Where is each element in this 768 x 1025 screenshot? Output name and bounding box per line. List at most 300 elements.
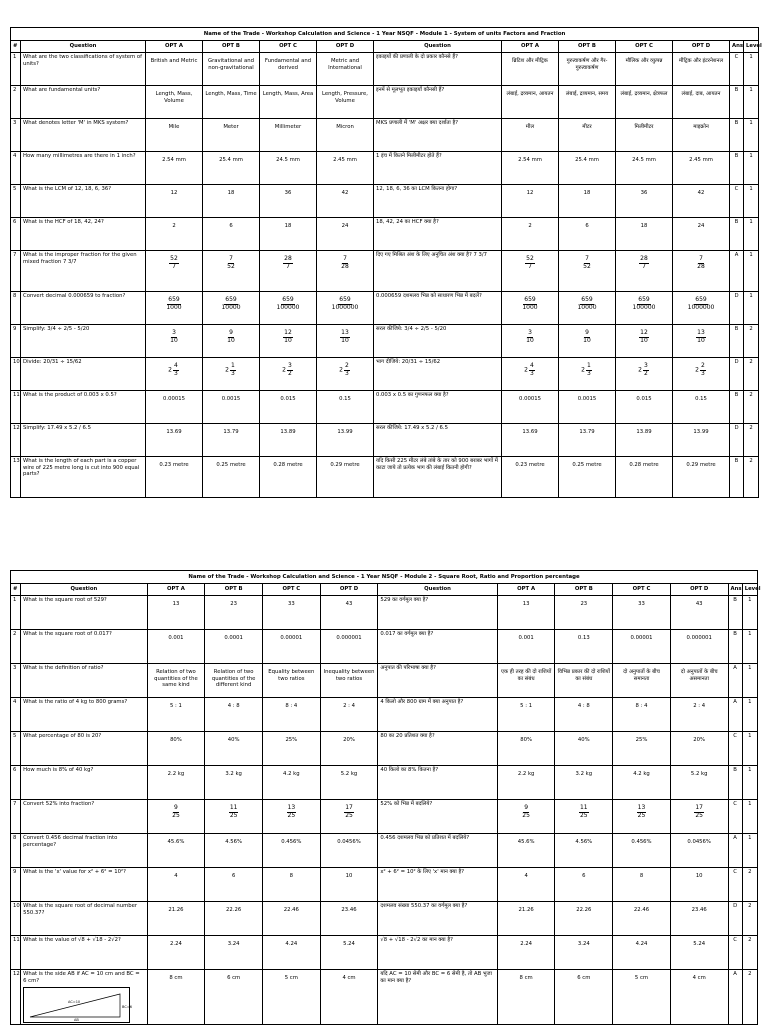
option-b-hindi: 4.56% <box>555 834 613 868</box>
option-a: 2.24 <box>147 936 205 970</box>
question-number: 5 <box>11 185 21 218</box>
question-number: 4 <box>11 152 21 185</box>
option-b: Length, Mass, Time <box>203 86 260 119</box>
option-d-hindi: 43 <box>670 596 728 630</box>
option-a: 4 <box>147 868 205 902</box>
option-c: 0.28 metre <box>260 457 317 498</box>
option-d-hindi: 24 <box>673 218 730 251</box>
question-row <box>11 325 759 358</box>
level: 2 <box>742 970 757 1025</box>
answer: A <box>728 834 742 868</box>
column-header: OPT A <box>146 41 203 53</box>
option-a: 2.54 mm <box>146 152 203 185</box>
option-c: Equality between two ratios <box>262 664 320 698</box>
option-b-hindi: 18 <box>559 185 616 218</box>
answer: A <box>728 970 742 1025</box>
question-row <box>11 53 759 86</box>
question-text-hindi: दशमलव संख्या 550.37 का वर्गमूल क्या है? <box>378 902 497 936</box>
question-text-hindi: सरल कीजिये: 3/4 ÷ 2/5 - 5/20 <box>374 325 502 358</box>
option-d: Inequality between two ratios <box>320 664 378 698</box>
answer: B <box>730 457 744 498</box>
answer: B <box>730 119 744 152</box>
level: 2 <box>742 936 757 970</box>
option-a: $\frac{3}{10}$ <box>146 325 203 358</box>
question-text: What is the 'x' value for x² + 6² = 10²? <box>21 868 148 902</box>
option-d: 23.46 <box>320 902 378 936</box>
question-number: 10 <box>11 902 21 936</box>
option-c: 8 <box>262 868 320 902</box>
question-row <box>11 766 758 800</box>
column-header: OPT C <box>262 584 320 596</box>
question-number: 13 <box>11 457 21 498</box>
question-text: What is the square root of 0.017? <box>21 630 148 664</box>
option-d: $\frac{17}{25}$ <box>320 800 378 834</box>
question-number: 8 <box>11 292 21 325</box>
level: 1 <box>742 732 757 766</box>
module-1-sheet <box>10 27 762 498</box>
option-c-hindi: 8 <box>613 868 671 902</box>
option-c-hindi: $\frac{13}{25}$ <box>613 800 671 834</box>
option-c-hindi: 33 <box>613 596 671 630</box>
column-header: Level <box>744 41 759 53</box>
answer: B <box>728 596 742 630</box>
option-c-hindi: 5 cm <box>613 970 671 1025</box>
question-text: What is the product of 0.003 x 0.5? <box>21 391 146 424</box>
option-b: 18 <box>203 185 260 218</box>
option-d: Length, Pressure, Volume <box>317 86 374 119</box>
answer: D <box>730 292 744 325</box>
option-a: 0.00015 <box>146 391 203 424</box>
option-b: 4 : 8 <box>205 698 263 732</box>
level: 2 <box>742 868 757 902</box>
option-a: 80% <box>147 732 205 766</box>
question-text-hindi: यदि AC = 10 सेमी और BC = 6 सेमी है, तो AB भुजा का मान क्या है? <box>378 970 497 1025</box>
option-b: 22.26 <box>205 902 263 936</box>
header-row <box>11 584 758 596</box>
option-d-hindi: 10 <box>670 868 728 902</box>
question-text-hindi: 4 किलो और 800 ग्राम में क्या अनुपात है? <box>378 698 497 732</box>
option-b: Gravitational and non-gravitational <box>203 53 260 86</box>
question-row <box>11 834 758 868</box>
option-c-hindi: 24.5 mm <box>616 152 673 185</box>
level: 1 <box>742 800 757 834</box>
option-d-hindi: $\frac{17}{25}$ <box>670 800 728 834</box>
question-row <box>11 970 758 1025</box>
option-d-hindi: $\frac{659}{1000000}$ <box>673 292 730 325</box>
option-d-hindi: 5.2 kg <box>670 766 728 800</box>
option-b: 0.0001 <box>205 630 263 664</box>
option-a-hindi: 0.00015 <box>502 391 559 424</box>
option-b: 6 cm <box>205 970 263 1025</box>
option-a: 21.26 <box>147 902 205 936</box>
option-c-hindi: 0.28 metre <box>616 457 673 498</box>
option-d-hindi: 0.000001 <box>670 630 728 664</box>
question-row <box>11 800 758 834</box>
question-number: 6 <box>11 218 21 251</box>
option-c: 8 : 4 <box>262 698 320 732</box>
option-d-hindi: 0.0456% <box>670 834 728 868</box>
option-c-hindi: 25% <box>613 732 671 766</box>
triangle-shape <box>30 994 120 1017</box>
option-b-hindi: 3.24 <box>555 936 613 970</box>
answer: B <box>728 630 742 664</box>
level: 1 <box>744 119 759 152</box>
column-header: OPT C <box>616 41 673 53</box>
level: 1 <box>744 53 759 86</box>
option-b: 13.79 <box>203 424 260 457</box>
question-number: 12 <box>11 970 21 1025</box>
option-a: British and Metric <box>146 53 203 86</box>
question-text-hindi: 0.017 का वर्गमूल क्या है? <box>378 630 497 664</box>
level: 2 <box>742 902 757 936</box>
option-b-hindi: 6 <box>555 868 613 902</box>
option-b: 23 <box>205 596 263 630</box>
level: 1 <box>742 834 757 868</box>
question-text: Simplify: 3/4 ÷ 2/5 - 5/20 <box>21 325 146 358</box>
question-text-hindi: 1 इंच में कितने मिलीमीटर होते हैं? <box>374 152 502 185</box>
option-b: 2 $\frac{1}{3}$ <box>203 358 260 391</box>
option-c: 36 <box>260 185 317 218</box>
option-d: 2.45 mm <box>317 152 374 185</box>
option-a-hindi: 12 <box>502 185 559 218</box>
question-row <box>11 292 759 325</box>
option-b-hindi: 4 : 8 <box>555 698 613 732</box>
question-number: 5 <box>11 732 21 766</box>
answer: C <box>728 800 742 834</box>
option-b-hindi: 0.25 metre <box>559 457 616 498</box>
option-a-hindi: 2.24 <box>497 936 555 970</box>
option-c-hindi: मौलिक और व्युत्पन्न <box>616 53 673 86</box>
option-a: 45.6% <box>147 834 205 868</box>
question-text: How many millimetres are there in 1 inch? <box>21 152 146 185</box>
option-d-hindi: $\frac{7}{28}$ <box>673 251 730 292</box>
answer: B <box>730 86 744 119</box>
option-a-hindi: $\frac{3}{10}$ <box>502 325 559 358</box>
column-header: Level <box>742 584 757 596</box>
answer: D <box>730 358 744 391</box>
answer: C <box>730 185 744 218</box>
option-c: 25% <box>262 732 320 766</box>
question-text: What is the value of √8 + √18 - 2√2? <box>21 936 148 970</box>
question-number: 6 <box>11 766 21 800</box>
level: 1 <box>744 292 759 325</box>
question-text-hindi: 12, 18, 6, 36 का LCM कितना होगा? <box>374 185 502 218</box>
option-a-hindi: 80% <box>497 732 555 766</box>
question-number: 9 <box>11 868 21 902</box>
question-row <box>11 902 758 936</box>
question-row <box>11 732 758 766</box>
question-row <box>11 630 758 664</box>
option-c-hindi: लंबाई, द्रव्यमान, क्षेत्रफल <box>616 86 673 119</box>
answer: A <box>728 664 742 698</box>
option-d: 2 $\frac{2}{3}$ <box>317 358 374 391</box>
column-header: OPT A <box>147 584 205 596</box>
option-c: Millimeter <box>260 119 317 152</box>
question-row <box>11 457 759 498</box>
question-text-hindi: 40 किलो का 8% कितना है? <box>378 766 497 800</box>
answer: B <box>728 766 742 800</box>
option-a-hindi: ब्रिटिश और मीट्रिक <box>502 53 559 86</box>
question-text: What are fundamental units? <box>21 86 146 119</box>
option-d: Micron <box>317 119 374 152</box>
option-c-hindi: 13.89 <box>616 424 673 457</box>
level: 1 <box>744 86 759 119</box>
option-d-hindi: 4 cm <box>670 970 728 1025</box>
level: 1 <box>742 698 757 732</box>
option-a-hindi: $\frac{659}{1000}$ <box>502 292 559 325</box>
option-d-hindi: मीट्रिक और इंटरनेशनल <box>673 53 730 86</box>
question-number: 2 <box>11 630 21 664</box>
column-header: OPT D <box>320 584 378 596</box>
option-c-hindi: $\frac{28}{7}$ <box>616 251 673 292</box>
question-row <box>11 424 759 457</box>
question-number: 1 <box>11 596 21 630</box>
level: 1 <box>744 185 759 218</box>
option-b: $\frac{7}{52}$ <box>203 251 260 292</box>
option-a-hindi: $\frac{52}{7}$ <box>502 251 559 292</box>
level: 2 <box>744 457 759 498</box>
level: 1 <box>744 218 759 251</box>
answer: B <box>730 152 744 185</box>
question-text: What is the LCM of 12, 18, 6, 36? <box>21 185 146 218</box>
question-text-hindi: 0.000659 दशमलव भिन्न को साधारण भिन्न में बदलें? <box>374 292 502 325</box>
option-c: 0.00001 <box>262 630 320 664</box>
option-a: 2.2 kg <box>147 766 205 800</box>
option-d-hindi: $\frac{13}{10}$ <box>673 325 730 358</box>
option-b: 4.56% <box>205 834 263 868</box>
option-d: 43 <box>320 596 378 630</box>
option-b-hindi: $\frac{659}{10000}$ <box>559 292 616 325</box>
question-text-hindi: √8 + √18 - 2√2 का मान क्या है? <box>378 936 497 970</box>
option-c: 5 cm <box>262 970 320 1025</box>
answer: B <box>730 218 744 251</box>
option-a: 13 <box>147 596 205 630</box>
option-a: 13.69 <box>146 424 203 457</box>
option-a-hindi: 2 $\frac{4}{3}$ <box>502 358 559 391</box>
option-a: $\frac{52}{7}$ <box>146 251 203 292</box>
option-b: Meter <box>203 119 260 152</box>
question-text: What is the improper fraction for the given mixed fraction 7 3/7 <box>21 251 146 292</box>
question-number: 11 <box>11 391 21 424</box>
option-d-hindi: 2 : 4 <box>670 698 728 732</box>
option-c: 4.24 <box>262 936 320 970</box>
column-header: Question <box>21 584 148 596</box>
option-c: $\frac{28}{7}$ <box>260 251 317 292</box>
header-row <box>11 41 759 53</box>
option-a-hindi: मील <box>502 119 559 152</box>
option-b-hindi: 13.79 <box>559 424 616 457</box>
option-b: 3.24 <box>205 936 263 970</box>
option-b: 6 <box>205 868 263 902</box>
option-c: 13.89 <box>260 424 317 457</box>
answer: C <box>728 868 742 902</box>
question-text-hindi: 52% को भिन्न में बदलिये? <box>378 800 497 834</box>
option-c-hindi: 8 : 4 <box>613 698 671 732</box>
option-c-hindi: 4.2 kg <box>613 766 671 800</box>
option-b: $\frac{659}{10000}$ <box>203 292 260 325</box>
option-c: $\frac{659}{100000}$ <box>260 292 317 325</box>
option-b-hindi: 22.26 <box>555 902 613 936</box>
question-text: What is the definition of ratio? <box>21 664 148 698</box>
option-d-hindi: 2.45 mm <box>673 152 730 185</box>
option-a: 2 $\frac{4}{3}$ <box>146 358 203 391</box>
answer: B <box>730 325 744 358</box>
column-header: Question <box>374 41 502 53</box>
option-c-hindi: 4.24 <box>613 936 671 970</box>
question-row <box>11 936 758 970</box>
option-c-hindi: मिलीमीटर <box>616 119 673 152</box>
question-number: 4 <box>11 698 21 732</box>
level: 2 <box>744 391 759 424</box>
column-header: OPT A <box>502 41 559 53</box>
question-text-hindi: इकाइयों की प्रणाली के दो प्रकार कौनसे हैं? <box>374 53 502 86</box>
question-text-hindi: इनमें से मूलभूत इकाइयाँ कौनसी हैं? <box>374 86 502 119</box>
option-a: 0.23 metre <box>146 457 203 498</box>
option-a: 8 cm <box>147 970 205 1025</box>
option-a-hindi: 8 cm <box>497 970 555 1025</box>
question-row <box>11 86 759 119</box>
option-d: $\frac{659}{1000000}$ <box>317 292 374 325</box>
option-c: 24.5 mm <box>260 152 317 185</box>
answer: C <box>728 732 742 766</box>
option-d-hindi: 0.15 <box>673 391 730 424</box>
option-d: 42 <box>317 185 374 218</box>
option-d-hindi: 2 $\frac{2}{3}$ <box>673 358 730 391</box>
option-a: Relation of two quantities of the same kind <box>147 664 205 698</box>
option-d-hindi: 0.29 metre <box>673 457 730 498</box>
question-text: What is the square root of 529? <box>21 596 148 630</box>
option-a-hindi: 5 : 1 <box>497 698 555 732</box>
option-a: 5 : 1 <box>147 698 205 732</box>
option-c: 2 $\frac{3}{2}$ <box>260 358 317 391</box>
option-b-hindi: लंबाई, द्रव्यमान, समय <box>559 86 616 119</box>
option-c: $\frac{12}{10}$ <box>260 325 317 358</box>
column-header: OPT D <box>673 41 730 53</box>
level: 2 <box>744 325 759 358</box>
option-b: 3.2 kg <box>205 766 263 800</box>
option-b-hindi: $\frac{9}{10}$ <box>559 325 616 358</box>
module-2-table <box>10 570 761 1025</box>
option-d: 5.2 kg <box>320 766 378 800</box>
question-number: 7 <box>11 251 21 292</box>
question-row <box>11 152 759 185</box>
question-row <box>11 251 759 292</box>
option-b: Relation of two quantities of the different kind <box>205 664 263 698</box>
option-b-hindi: मीटर <box>559 119 616 152</box>
option-a-hindi: 21.26 <box>497 902 555 936</box>
level: 1 <box>744 251 759 292</box>
question-number: 2 <box>11 86 21 119</box>
answer: A <box>730 251 744 292</box>
option-a-hindi: 4 <box>497 868 555 902</box>
option-b-hindi: 6 cm <box>555 970 613 1025</box>
option-c-hindi: 18 <box>616 218 673 251</box>
option-c: 0.456% <box>262 834 320 868</box>
option-a-hindi: लंबाई, द्रव्यमान, आयतन <box>502 86 559 119</box>
option-d: 0.0456% <box>320 834 378 868</box>
question-row <box>11 185 759 218</box>
option-b: 40% <box>205 732 263 766</box>
question-text-hindi: अनुपात की परिभाषा क्या है? <box>378 664 497 698</box>
figure-label-ac: AC=10 <box>68 1000 81 1005</box>
option-c-hindi: 36 <box>616 185 673 218</box>
option-b-hindi: विभिन्न प्रकार की दो राशियों का संबंध <box>555 664 613 698</box>
option-c-hindi: 22.46 <box>613 902 671 936</box>
question-text: What is the side AB if AC = 10 cm and BC = 6 cm? AC=10 BC=6 AB <box>21 970 148 1025</box>
option-a: 12 <box>146 185 203 218</box>
column-header: OPT B <box>205 584 263 596</box>
sheet-title: Name of the Trade - Workshop Calculation and Science - 1 Year NSQF - Module 2 - Square Root, Ratio and Proportion percentage <box>11 571 758 584</box>
option-a-hindi: 0.23 metre <box>502 457 559 498</box>
option-c-hindi: दो अनुपातों के बीच समानता <box>613 664 671 698</box>
option-d: Metric and International <box>317 53 374 86</box>
question-row <box>11 664 758 698</box>
column-header: OPT B <box>203 41 260 53</box>
column-header: # <box>11 41 21 53</box>
option-b-hindi: $\frac{7}{52}$ <box>559 251 616 292</box>
option-c-hindi: 2 $\frac{3}{2}$ <box>616 358 673 391</box>
option-a-hindi: 2 <box>502 218 559 251</box>
column-header: OPT D <box>670 584 728 596</box>
option-d-hindi: दो अनुपातों के बीच असमानता <box>670 664 728 698</box>
option-b-hindi: 6 <box>559 218 616 251</box>
option-d: 24 <box>317 218 374 251</box>
question-number: 10 <box>11 358 21 391</box>
option-a-hindi: $\frac{9}{25}$ <box>497 800 555 834</box>
option-c: Fundamental and derived <box>260 53 317 86</box>
question-number: 1 <box>11 53 21 86</box>
option-b: 0.0015 <box>203 391 260 424</box>
question-number: 8 <box>11 834 21 868</box>
option-d-hindi: 5.24 <box>670 936 728 970</box>
answer: B <box>730 391 744 424</box>
option-c-hindi: 0.456% <box>613 834 671 868</box>
option-b: 0.25 metre <box>203 457 260 498</box>
level: 1 <box>742 630 757 664</box>
column-header: OPT C <box>613 584 671 596</box>
question-number: 3 <box>11 664 21 698</box>
question-number: 3 <box>11 119 21 152</box>
option-d: 4 cm <box>320 970 378 1025</box>
option-b-hindi: 0.0015 <box>559 391 616 424</box>
column-header: # <box>11 584 21 596</box>
question-row <box>11 358 759 391</box>
level: 1 <box>742 664 757 698</box>
option-a-hindi: एक ही तरह की दो राशियों का संबंध <box>497 664 555 698</box>
question-row <box>11 698 758 732</box>
option-a-hindi: 45.6% <box>497 834 555 868</box>
question-text-hindi: 0.003 x 0.5 का गुणनफल क्या है? <box>374 391 502 424</box>
column-header: Ans <box>730 41 744 53</box>
option-b-hindi: 25.4 mm <box>559 152 616 185</box>
option-d: 20% <box>320 732 378 766</box>
option-c-hindi: $\frac{12}{10}$ <box>616 325 673 358</box>
question-text: What percentage of 80 is 20? <box>21 732 148 766</box>
option-d-hindi: 42 <box>673 185 730 218</box>
question-text: What is the length of each part is a copper wire of 225 metre long is cut into 900 equal parts? <box>21 457 146 498</box>
option-a: 2 <box>146 218 203 251</box>
question-text-hindi: 0.456 दशमलव भिन्न को प्रतिशत में बदलिये? <box>378 834 497 868</box>
option-c: Length, Mass, Area <box>260 86 317 119</box>
column-header: OPT A <box>497 584 555 596</box>
option-d: 5.24 <box>320 936 378 970</box>
option-a: 0.001 <box>147 630 205 664</box>
question-text: Convert 52% into fraction? <box>21 800 148 834</box>
option-d-hindi: 20% <box>670 732 728 766</box>
option-d: 0.000001 <box>320 630 378 664</box>
option-b-hindi: 2 $\frac{1}{3}$ <box>559 358 616 391</box>
question-text: What denotes letter 'M' in MKS system? <box>21 119 146 152</box>
